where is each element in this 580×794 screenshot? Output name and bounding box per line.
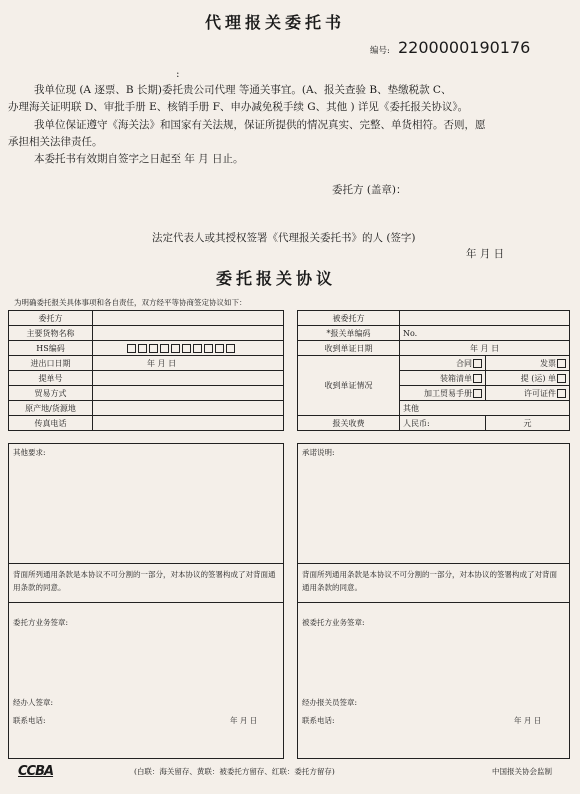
checkbox-invoice[interactable] — [557, 359, 566, 368]
row-label: 传真电话 — [9, 416, 93, 431]
checkbox-bill-of-lading[interactable] — [557, 374, 566, 383]
legal-rep-signature-label: 法定代表人或其授权签署《代理报关委托书》的人 (签字) — [152, 232, 416, 244]
row-value[interactable]: 年 月 日 — [93, 356, 284, 371]
agent-handler-sign-label: 经办报关员签章: — [302, 698, 358, 707]
delegator-handler-sign-label: 经办人签章: — [13, 698, 54, 707]
proxy-letter-title: 代理报关委托书 — [205, 13, 346, 32]
row-value[interactable] — [93, 371, 284, 386]
row-label: *报关单编码 — [298, 326, 400, 341]
receipt-item-contract[interactable]: 合同 — [400, 356, 486, 371]
table-row — [9, 371, 284, 386]
table-row — [298, 416, 570, 431]
other-requirements-label: 其他要求: — [13, 448, 46, 457]
checkbox-contract[interactable] — [473, 359, 482, 368]
table-row — [9, 311, 284, 326]
row-value[interactable] — [93, 386, 284, 401]
para1-line2: 办理海关证明联 D、审批手册 E、核销手册 F、申办减免税手续 G、其他 ) 详见《委托报关协议》。 — [8, 101, 469, 113]
divider — [297, 602, 570, 603]
table-row — [298, 326, 570, 341]
para2-line1: 我单位保证遵守《海关法》和国家有关法规，保证所提供的情况真实、完整、单货相符。否则，愿 — [34, 119, 486, 131]
validity-period: 本委托书有效期自签字之日起至 年 月 日止。 — [34, 153, 244, 165]
row-value[interactable] — [93, 326, 284, 341]
table-row — [9, 341, 284, 356]
row-value[interactable] — [93, 401, 284, 416]
left-general-terms: 背面所列通用条款是本协议不可分割的一部分，对本协议的签署构成了对背面通用条款的同意。 — [13, 570, 276, 592]
table-row — [298, 341, 570, 356]
right-general-terms: 背面所列通用条款是本协议不可分割的一部分，对本协议的签署构成了对背面通用条款的同意。 — [302, 570, 557, 592]
row-label: 收到单证日期 — [298, 341, 400, 356]
row-label: 进出口日期 — [9, 356, 93, 371]
checkbox-packing-list[interactable] — [473, 374, 482, 383]
agreement-intro: 为明确委托报关具体事项和各自责任，双方经平等协商签定协议如下： — [14, 298, 247, 307]
delegator-details-box — [8, 443, 284, 759]
delegator-contact-label: 联系电话: — [13, 716, 46, 725]
para1-line1: 我单位现 (A 逐票、B 长期)委托贵公司代理 等通关事宜。(A、报关查验 B、垫缴税款 C、 — [34, 84, 452, 96]
row-label: 贸易方式 — [9, 386, 93, 401]
row-label: 委托方 — [9, 311, 93, 326]
row-label: 原产地/货源地 — [9, 401, 93, 416]
para2-line2: 承担相关法律责任。 — [8, 136, 103, 148]
signature-date: 年 月 日 — [466, 248, 505, 260]
row-label: 被委托方 — [298, 311, 400, 326]
printer-note: 中国报关协会监制 — [492, 767, 552, 776]
fee-unit: 元 — [486, 416, 570, 431]
row-value[interactable]: No. — [400, 326, 570, 341]
row-value[interactable]: 年 月 日 — [400, 341, 570, 356]
receipt-item-other[interactable]: 其他 — [400, 401, 570, 416]
commitment-label: 承诺说明: — [302, 448, 335, 457]
document-number: 2200000190176 — [398, 38, 531, 57]
table-row — [298, 311, 570, 326]
checkbox-processing-manual[interactable] — [473, 389, 482, 398]
row-label: 主要货物名称 — [9, 326, 93, 341]
receipt-item-invoice[interactable]: 发票 — [486, 356, 570, 371]
agent-info-table — [297, 310, 570, 431]
fee-currency[interactable]: 人民币: — [400, 416, 486, 431]
agent-sign-date: 年 月 日 — [514, 716, 542, 725]
number-label: 编号: — [370, 46, 390, 56]
row-label: 提单号 — [9, 371, 93, 386]
divider — [297, 563, 570, 564]
receipt-item-packing-list[interactable]: 装箱清单 — [400, 371, 486, 386]
table-row — [9, 326, 284, 341]
divider — [8, 602, 284, 603]
agent-details-box — [297, 443, 570, 759]
table-row — [9, 416, 284, 431]
checkbox-license[interactable] — [557, 389, 566, 398]
receipt-item-license[interactable]: 许可证件 — [486, 386, 570, 401]
delegator-sign-date: 年 月 日 — [230, 716, 258, 725]
delegator-business-seal-label: 委托方业务签章: — [13, 618, 69, 627]
receipt-status-label: 收到单证情况 — [298, 356, 400, 416]
table-row — [9, 356, 284, 371]
table-row — [9, 401, 284, 416]
delegator-info-table — [8, 310, 284, 431]
agreement-title: 委托报关协议 — [216, 269, 337, 288]
row-value[interactable] — [93, 311, 284, 326]
divider — [8, 563, 284, 564]
table-row — [9, 386, 284, 401]
receipt-item-processing-manual[interactable]: 加工贸易手册 — [400, 386, 486, 401]
delegator-seal-label: 委托方 (盖章)： — [332, 184, 407, 196]
table-row — [298, 356, 570, 371]
row-label: HS编码 — [9, 341, 93, 356]
row-value[interactable] — [400, 311, 570, 326]
ccba-logo: CCBA — [18, 764, 54, 779]
agent-business-seal-label: 被委托方业务签章: — [302, 618, 365, 627]
copies-note: (白联：海关留存、黄联：被委托方留存、红联：委托方留存) — [134, 767, 335, 776]
row-label: 报关收费 — [298, 416, 400, 431]
colon-mark: : — [176, 68, 180, 80]
hs-code-boxes[interactable] — [93, 341, 284, 356]
row-value[interactable] — [93, 416, 284, 431]
agent-contact-label: 联系电话: — [302, 716, 335, 725]
receipt-item-bill-of-lading[interactable]: 提 (运) 单 — [486, 371, 570, 386]
